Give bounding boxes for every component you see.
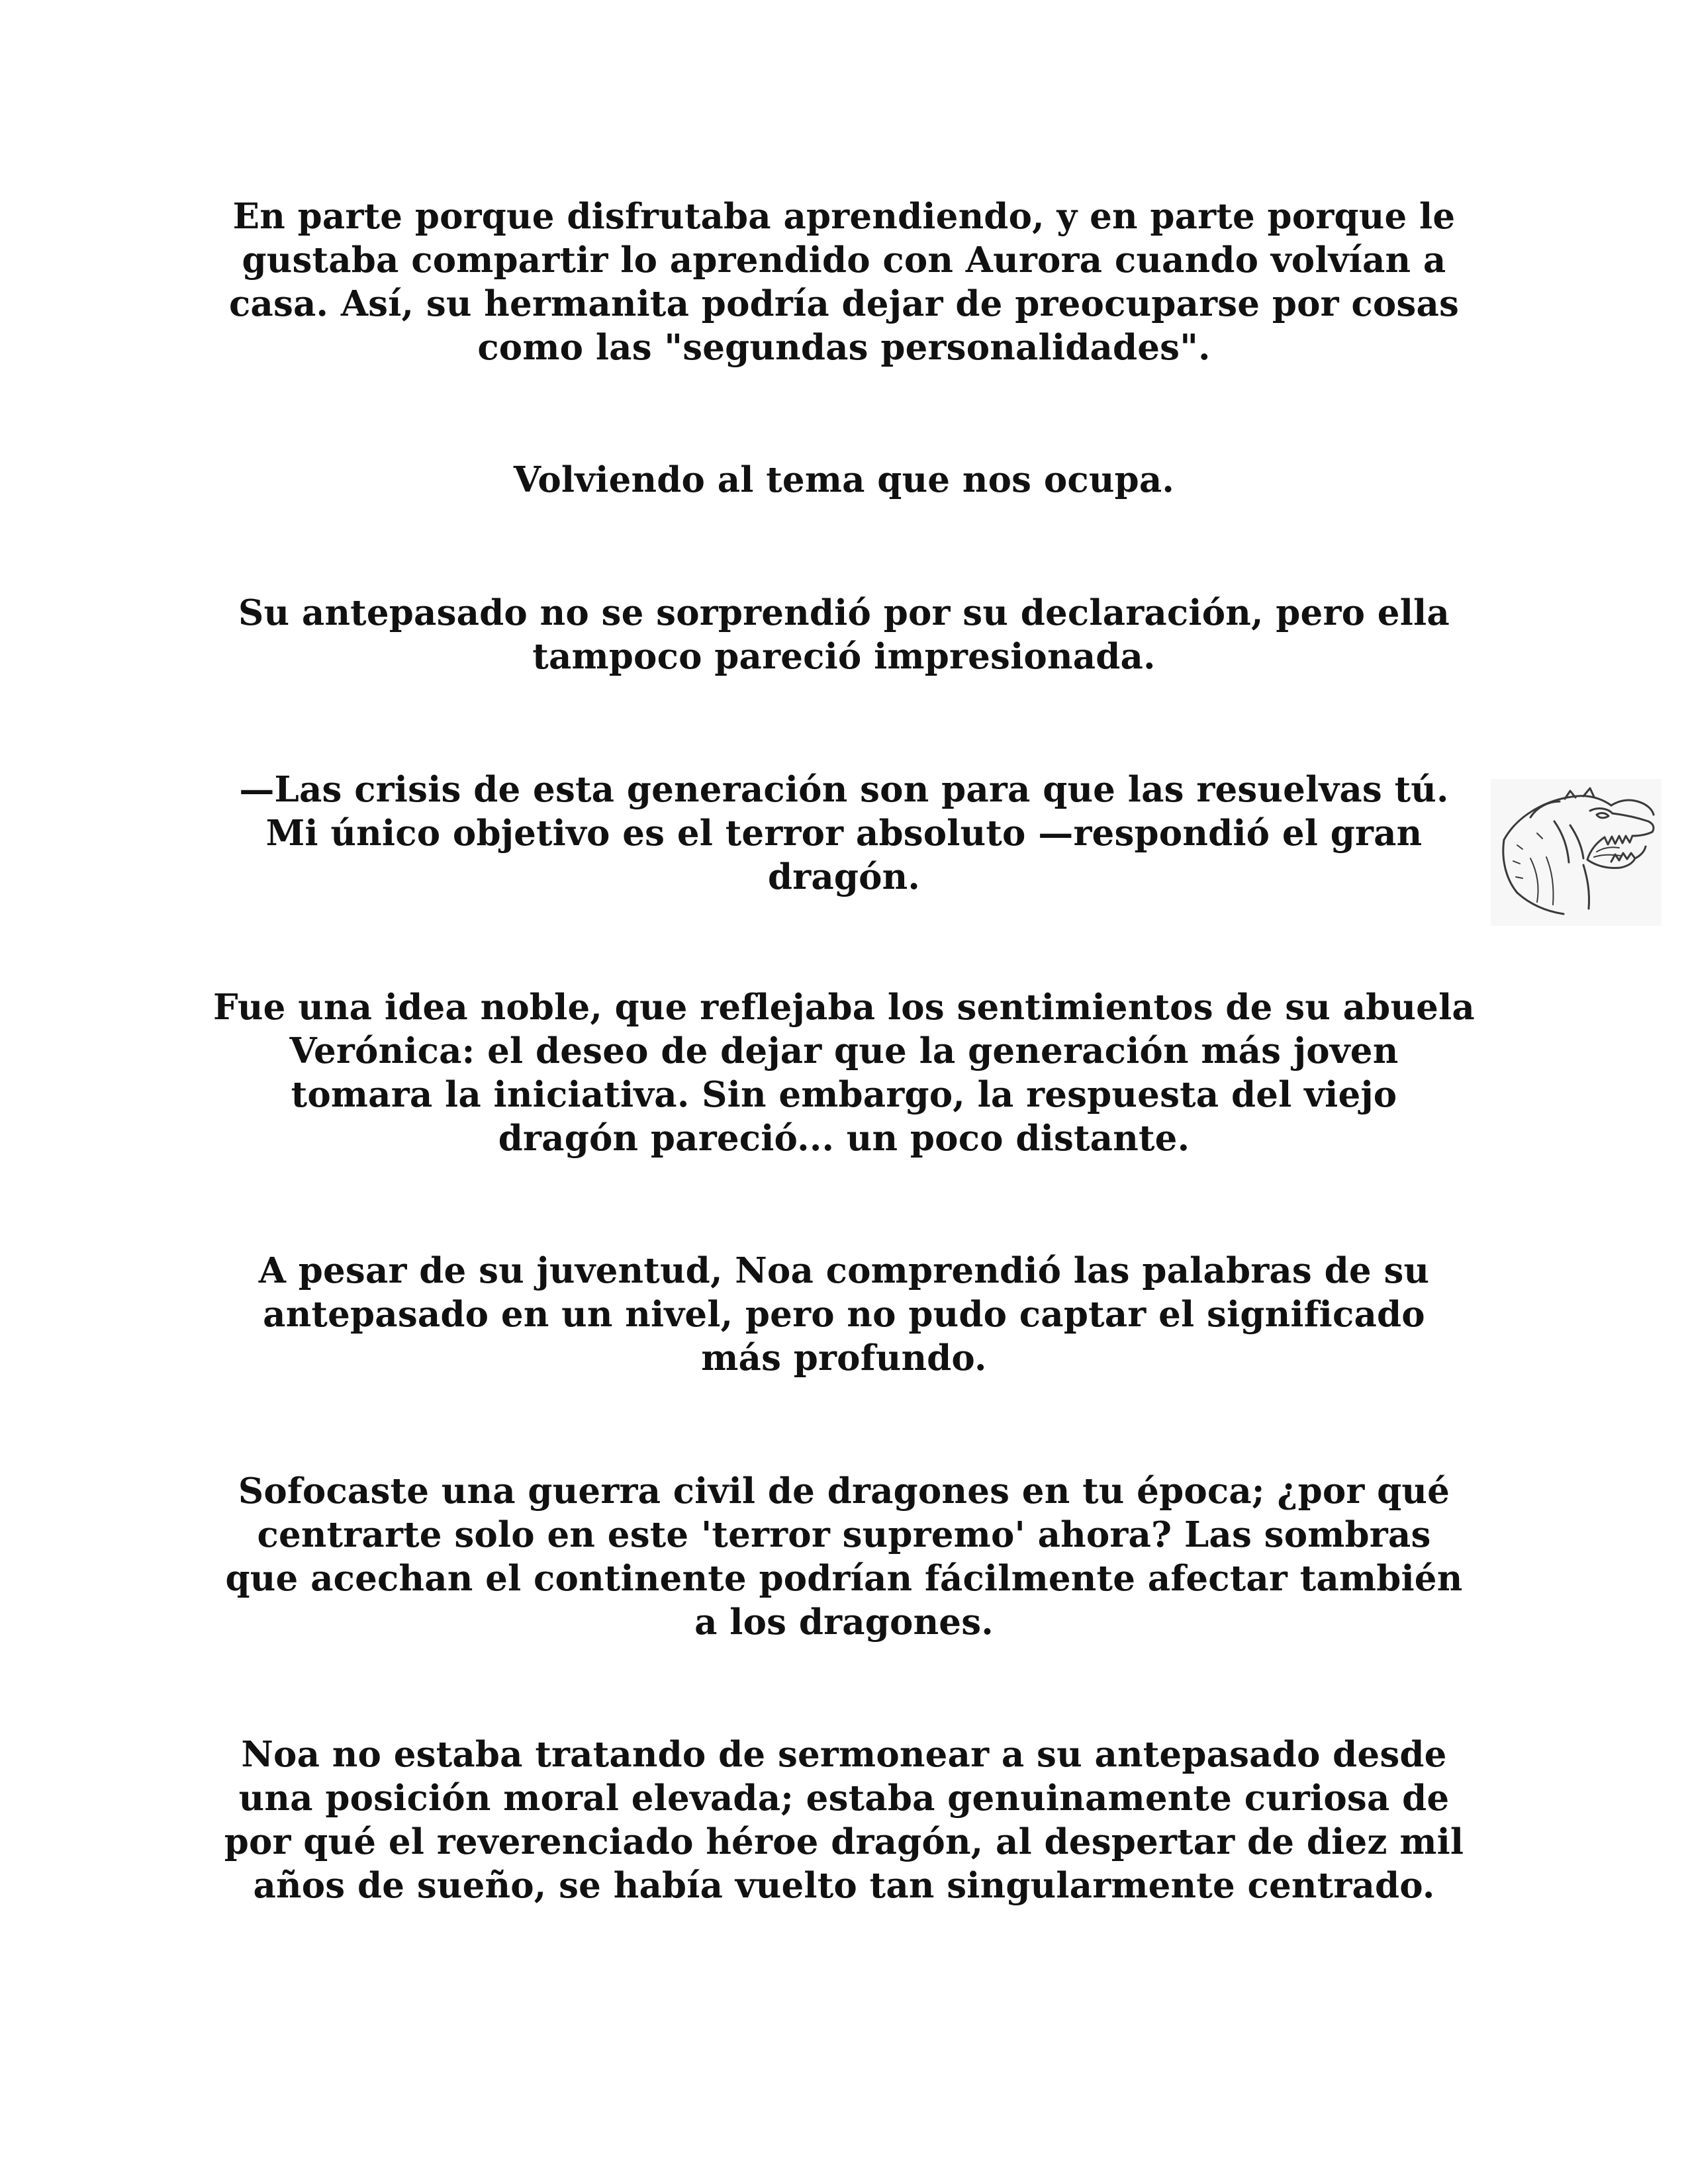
- paragraph-line: que acechan el continente podrían fácilmente afectar también: [225, 1558, 1463, 1599]
- paragraph-line: En parte porque disfrutaba aprendiendo, y en parte porque le: [232, 196, 1456, 237]
- paragraph-line: tampoco pareció impresionada.: [532, 636, 1156, 677]
- paragraph-2: [199, 458, 1489, 502]
- paragraph-8: [199, 1733, 1489, 1907]
- dragon-head-sketch-icon: [1491, 779, 1662, 926]
- paragraph-line: Verónica: el deseo de dejar que la generación más joven: [289, 1030, 1399, 1071]
- paragraph-line: a los dragones.: [694, 1602, 994, 1643]
- paragraph-line: más profundo.: [701, 1338, 987, 1379]
- paragraph-line: Mi único objetivo es el terror absoluto —respondió el gran: [265, 813, 1423, 854]
- paragraph-3: [199, 591, 1489, 678]
- paragraph-5: [199, 985, 1489, 1160]
- paragraph-line: dragón pareció... un poco distante.: [498, 1118, 1190, 1159]
- paragraph-4: [199, 768, 1489, 899]
- paragraph-6: [199, 1249, 1489, 1380]
- paragraph-1: [199, 195, 1489, 369]
- paragraph-line: centrarte solo en este 'terror supremo' ahora? Las sombras: [257, 1514, 1431, 1555]
- paragraph-line: casa. Así, su hermanita podría dejar de preocuparse por cosas: [228, 283, 1460, 324]
- paragraph-line: gustaba compartir lo aprendido con Aurora cuando volvían a: [242, 240, 1446, 281]
- paragraph-line: Volviendo al tema que nos ocupa.: [513, 459, 1175, 500]
- paragraph-line: Su antepasado no se sorprendió por su declaración, pero ella: [238, 592, 1450, 633]
- paragraph-line: por qué el reverenciado héroe dragón, al despertar de diez mil: [224, 1821, 1464, 1862]
- dragon-illustration: [1491, 779, 1662, 926]
- paragraph-line: una posición moral elevada; estaba genuinamente curiosa de: [238, 1778, 1450, 1819]
- paragraph-line: tomara la iniciativa. Sin embargo, la respuesta del viejo: [291, 1074, 1397, 1115]
- paragraph-line: como las "segundas personalidades".: [477, 327, 1211, 368]
- paragraph-line: —Las crisis de esta generación son para que las resuelvas tú.: [239, 769, 1449, 810]
- paragraph-line: Sofocaste una guerra civil de dragones en tu época; ¿por qué: [238, 1471, 1450, 1512]
- paragraph-line: Fue una idea noble, que reflejaba los sentimientos de su abuela: [213, 987, 1475, 1028]
- paragraph-line: dragón.: [767, 856, 921, 897]
- paragraph-line: A pesar de su juventud, Noa comprendió las palabras de su: [258, 1250, 1430, 1291]
- paragraph-7: [199, 1469, 1489, 1644]
- paragraph-line: años de sueño, se había vuelto tan singularmente centrado.: [253, 1865, 1435, 1906]
- paragraph-line: Noa no estaba tratando de sermonear a su antepasado desde: [241, 1734, 1447, 1775]
- paragraph-line: antepasado en un nivel, pero no pudo captar el significado: [263, 1294, 1425, 1335]
